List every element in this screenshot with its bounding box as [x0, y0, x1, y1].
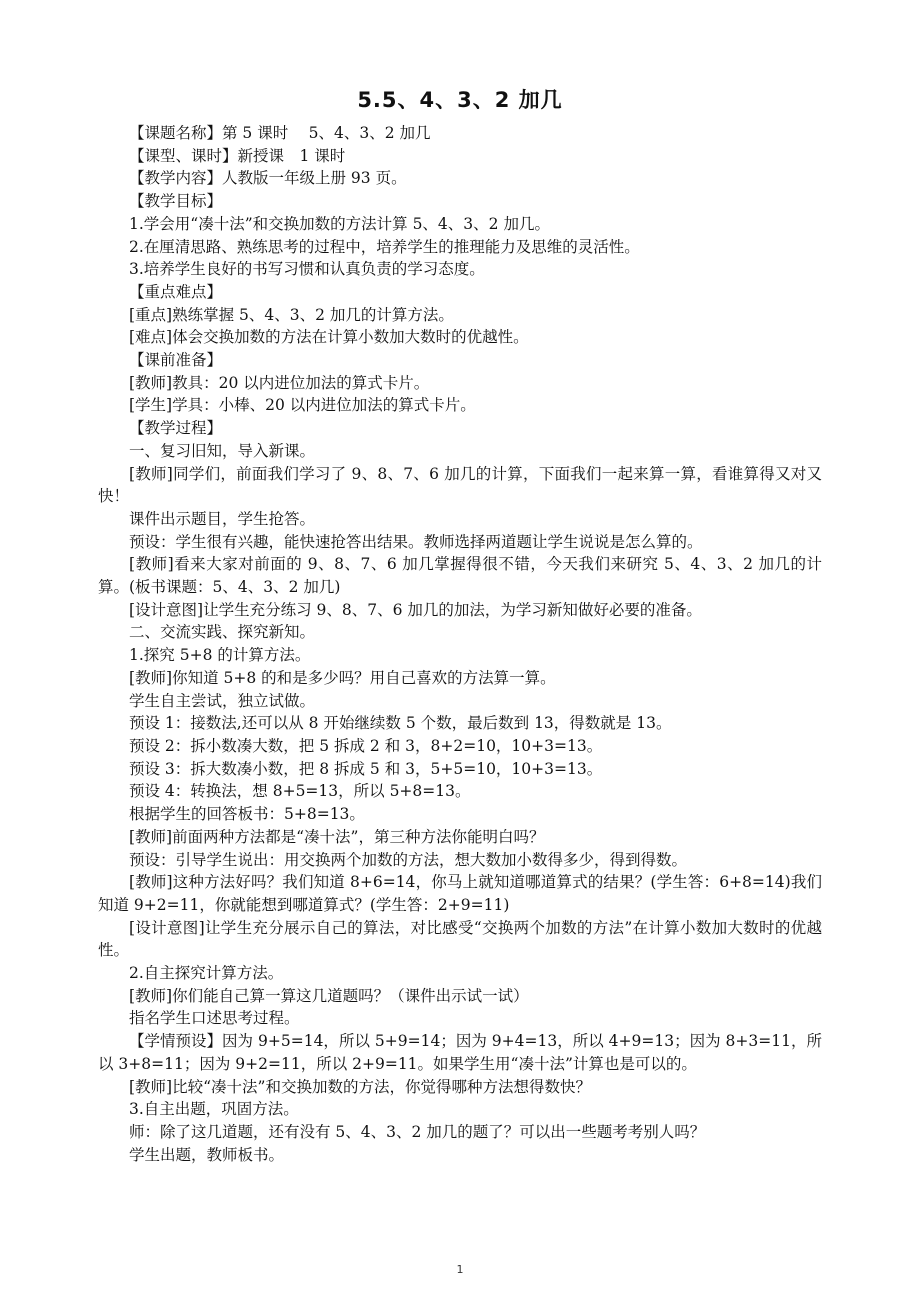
paragraph: 二、交流实践、探究新知。 [129, 623, 316, 642]
paragraph: [教师]同学们，前面我们学习了 9、8、7、6 加几的计算，下面我们一起来算一算，看谁算得又对又快！ [98, 464, 822, 506]
teacher-tools-line: [教师]教具：20 以内进位加法的算式卡片。 [129, 373, 430, 392]
paragraph: 师：除了这几道题，还有没有 5、4、3、2 加几的题了？可以出一些题考考别人吗？ [129, 1122, 706, 1141]
paragraph: 预设 4：转换法，想 8+5=13，所以 5+8=13。 [129, 782, 471, 801]
paragraph: [教师]比较“凑十法”和交换加数的方法，你觉得哪种方法想得数快？ [129, 1077, 591, 1096]
objective-item: 1.学会用“凑十法”和交换加数的方法计算 5、4、3、2 加几。 [129, 214, 550, 233]
paragraph: [教师]这种方法好吗？我们知道 8+6=14，你马上就知道哪道算式的结果？(学生答：6+8=14)我们知道 9+2=11，你就能想到哪道算式？(学生答：2+9=11) [98, 873, 822, 914]
paragraph: 学生自主尝试，独立试做。 [129, 691, 316, 710]
paragraph: 学生出题，教师板书。 [129, 1145, 285, 1164]
paragraph: 2.自主探究计算方法。 [129, 964, 284, 983]
paragraph: 3.自主出题，巩固方法。 [129, 1100, 299, 1119]
document-body [98, 122, 822, 1166]
paragraph: [教师]前面两种方法都是“凑十法”，第三种方法你能明白吗？ [129, 827, 545, 846]
difficulty-line: [难点]体会交换加数的方法在计算小数加大数时的优越性。 [129, 328, 529, 347]
section-heading-key-points: 【重点难点】 [129, 282, 223, 301]
lesson-name-line: 【课题名称】第 5 课时 5、4、3、2 加几 [129, 124, 431, 142]
section-heading-objectives: 【教学目标】 [129, 192, 223, 211]
paragraph: 根据学生的回答板书：5+8=13。 [129, 805, 365, 824]
page-number: 1 [456, 1263, 464, 1276]
teaching-content-line: 【教学内容】人教版一年级上册 93 页。 [129, 169, 407, 188]
paragraph: 预设 2：拆小数凑大数，把 5 拆成 2 和 3，8+2=10，10+3=13。 [129, 736, 603, 755]
paragraph: 课件出示题目，学生抢答。 [129, 509, 316, 528]
section-heading-process: 【教学过程】 [129, 419, 223, 438]
lesson-type-line: 【课型、课时】新授课 1 课时 [129, 146, 346, 165]
paragraph: [教师]看来大家对前面的 9、8、7、6 加几掌握得很不错，今天我们来研究 5、4、3、2 加几的计算。(板书课题：5、4、3、2 加几) [98, 555, 822, 597]
paragraph: 指名学生口述思考过程。 [129, 1009, 300, 1028]
paragraph: [教师]你们能自己算一算这几道题吗？（课件出示试一试） [129, 986, 529, 1005]
objective-item: 2.在厘清思路、熟练思考的过程中，培养学生的推理能力及思维的灵活性。 [129, 237, 640, 256]
paragraph: 预设：学生很有兴趣，能快速抢答出结果。教师选择两道题让学生说说是怎么算的。 [129, 532, 703, 551]
paragraph: [设计意图]让学生充分展示自己的算法，对比感受“交换两个加数的方法”在计算小数加大数时的优越性。 [98, 918, 822, 960]
key-point-line: [重点]熟练掌握 5、4、3、2 加几的计算方法。 [129, 305, 454, 324]
paragraph: 预设 3：拆大数凑小数，把 8 拆成 5 和 3，5+5=10，10+3=13。 [129, 759, 603, 778]
objective-item: 3.培养学生良好的书写习惯和认真负责的学习态度。 [129, 260, 485, 279]
paragraph: 【学情预设】因为 9+5=14，所以 5+9=14；因为 9+4=13，所以 4+9=13；因为 8+3=11，所以 3+8=11；因为 9+2=11，所以 2+9=11。如果学生用“凑十法”计算也是可以的。 [98, 1032, 822, 1073]
student-tools-line: [学生]学具：小棒、20 以内进位加法的算式卡片。 [129, 396, 476, 415]
paragraph: [设计意图]让学生充分练习 9、8、7、6 加几的加法，为学习新知做好必要的准备。 [129, 600, 702, 619]
paragraph: [教师]你知道 5+8 的和是多少吗？用自己喜欢的方法算一算。 [129, 668, 556, 687]
paragraph: 一、复习旧知，导入新课。 [129, 441, 316, 460]
document-title: 5.5、4、3、2 加几 [357, 88, 563, 112]
paragraph: 1.探究 5+8 的计算方法。 [129, 646, 311, 665]
paragraph: 预设：引导学生说出：用交换两个加数的方法，想大数加小数得多少，得到得数。 [129, 850, 688, 869]
section-heading-preparation: 【课前准备】 [129, 351, 223, 370]
paragraph: 预设 1：接数法,还可以从 8 开始继续数 5 个数，最后数到 13，得数就是 13。 [129, 714, 672, 733]
